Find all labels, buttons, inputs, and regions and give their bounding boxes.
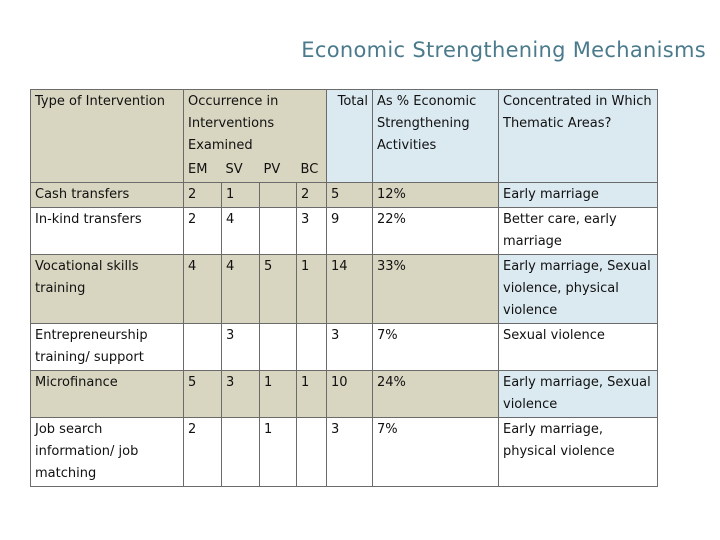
cell-total: 5 — [327, 183, 373, 208]
table-row — [31, 418, 658, 487]
header-bc: BC — [297, 158, 327, 183]
cell-thematic: Early marriage — [499, 183, 658, 208]
table-row — [31, 324, 658, 371]
header-percent: As % Economic Strengthening Activities — [373, 90, 499, 183]
cell-sv: 4 — [222, 255, 260, 324]
cell-bc: 2 — [297, 183, 327, 208]
cell-em: 2 — [184, 208, 222, 255]
cell-sv: 1 — [222, 183, 260, 208]
table-row — [31, 255, 658, 324]
cell-em: 5 — [184, 371, 222, 418]
cell-bc: 3 — [297, 208, 327, 255]
cell-percent: 33% — [373, 255, 499, 324]
mechanisms-table — [30, 89, 658, 487]
cell-percent: 12% — [373, 183, 499, 208]
table-row — [31, 371, 658, 418]
cell-bc — [297, 418, 327, 487]
cell-thematic: Sexual violence — [499, 324, 658, 371]
cell-total: 10 — [327, 371, 373, 418]
cell-total: 3 — [327, 418, 373, 487]
header-em: EM — [184, 158, 222, 183]
cell-percent: 7% — [373, 418, 499, 487]
cell-pv: 1 — [260, 371, 297, 418]
cell-total: 3 — [327, 324, 373, 371]
page-title: Economic Strengthening Mechanisms — [301, 38, 706, 62]
row-type: Microfinance — [31, 371, 184, 418]
cell-thematic: Early marriage, physical violence — [499, 418, 658, 487]
cell-pv: 5 — [260, 255, 297, 324]
row-type: Job search information/ job matching — [31, 418, 184, 487]
cell-percent: 7% — [373, 324, 499, 371]
cell-total: 14 — [327, 255, 373, 324]
cell-bc — [297, 324, 327, 371]
header-thematic: Concentrated in Which Thematic Areas? — [499, 90, 658, 183]
cell-em: 4 — [184, 255, 222, 324]
row-type: In-kind transfers — [31, 208, 184, 255]
cell-thematic: Early marriage, Sexual violence, physical violence — [499, 255, 658, 324]
cell-thematic: Early marriage, Sexual violence — [499, 371, 658, 418]
header-sv: SV — [222, 158, 260, 183]
cell-bc: 1 — [297, 255, 327, 324]
cell-sv: 3 — [222, 324, 260, 371]
cell-pv — [260, 208, 297, 255]
cell-percent: 22% — [373, 208, 499, 255]
row-type: Vocational skills training — [31, 255, 184, 324]
cell-pv: 1 — [260, 418, 297, 487]
row-type: Entrepreneurship training/ support — [31, 324, 184, 371]
cell-bc: 1 — [297, 371, 327, 418]
cell-total: 9 — [327, 208, 373, 255]
cell-em: 2 — [184, 418, 222, 487]
table-row — [31, 183, 658, 208]
cell-em — [184, 324, 222, 371]
cell-thematic: Better care, early marriage — [499, 208, 658, 255]
cell-pv — [260, 183, 297, 208]
row-type: Cash transfers — [31, 183, 184, 208]
header-total: Total — [327, 90, 373, 183]
header-row — [31, 90, 658, 159]
cell-pv — [260, 324, 297, 371]
cell-percent: 24% — [373, 371, 499, 418]
cell-sv — [222, 418, 260, 487]
cell-sv: 4 — [222, 208, 260, 255]
header-type: Type of Intervention — [31, 90, 184, 183]
cell-sv: 3 — [222, 371, 260, 418]
cell-em: 2 — [184, 183, 222, 208]
header-occurrence: Occurrence in Interventions Examined — [184, 90, 327, 159]
table-row — [31, 208, 658, 255]
header-pv: PV — [260, 158, 297, 183]
